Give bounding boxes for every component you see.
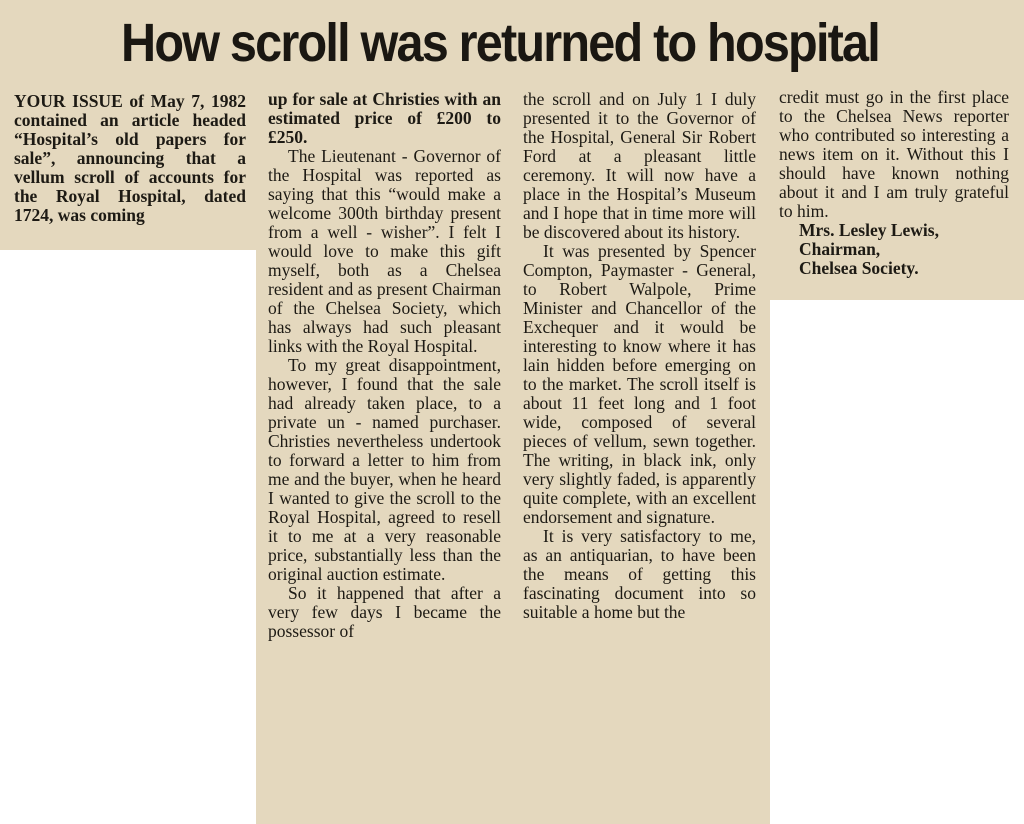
column-2 [268, 90, 501, 641]
headline: How scroll was returned to hospital [121, 13, 879, 73]
column-1 [14, 92, 246, 225]
lead-continuation: up for sale at Christies with an estimated price of £200 to £250. [268, 89, 501, 147]
paragraph-disappointment: To my great disappointment, however, I found that the sale had already taken place, to a private un - named purchaser. Christies nevertheless undertook to forward a letter to him from me and the buyer, when he heard I wanted to give the scroll to the Royal Hospital, agreed to resell it to me at a very reasonable price, substantially less than the original auction estimate. [268, 355, 501, 584]
signature-name: Mrs. Lesley Lewis, [799, 220, 939, 240]
paragraph-possessor: So it happened that after a very few days I became the possessor of [268, 583, 501, 641]
column-4 [779, 88, 1009, 278]
paragraph-credit: credit must go in the first place to the Chelsea News reporter who contributed so interesting a news item on it. Without this I should have known nothing about it and I am truly grateful to him. [779, 87, 1009, 221]
lead-paragraph: YOUR ISSUE of May 7, 1982 contained an article headed “Hospital’s old papers for sale”, announcing that a vellum scroll of accounts for the Royal Hospital, dated 1724, was coming [14, 91, 246, 225]
signature-org: Chelsea Society. [799, 258, 919, 278]
paragraph-antiquarian: It is very satisfactory to me, as an antiquarian, to have been the means of getting this fascinating document into so suitable a home but the [523, 526, 756, 622]
signature-title: Chairman, [799, 239, 881, 259]
paragraph-presentation: the scroll and on July 1 I duly presented it to the Governor of the Hospital, General Sir Robert Ford at a pleasant little ceremony. It will now have a place in the Hospital’s Museum and I hope that in time more will be discovered about its history. [523, 89, 756, 242]
paragraph-lieutenant-governor: The Lieutenant - Governor of the Hospital was reported as saying that this “would make a welcome 300th birthday present from a well - wisher”. I felt I would love to make this gift myself, both as a Chelsea resident and as present Chairman of the Chelsea Society, which has always had such pleasant links with the Royal Hospital. [268, 146, 501, 356]
paragraph-history: It was presented by Spencer Compton, Paymaster - General, to Robert Walpole, Prime Minister and Chancellor of the Exchequer and it would be interesting to know where it has lain hidden before emerging on to the market. The scroll itself is about 11 feet long and 1 foot wide, composed of several pieces of vellum, sewn together. The writing, in black ink, only very slightly faded, is apparently quite complete, with an excellent endorsement and signature. [523, 241, 756, 527]
column-3 [523, 90, 756, 622]
